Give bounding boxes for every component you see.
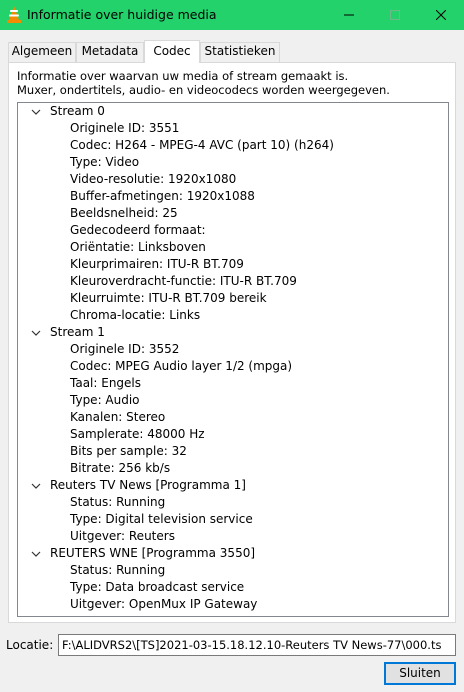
tree-item[interactable]: Chroma-locatie: Links: [70, 308, 201, 322]
minimize-button[interactable]: [326, 0, 372, 30]
tree-item[interactable]: Type: Audio: [70, 393, 140, 407]
description-line-1: Informatie over waarvan uw media of stream gemaakt is.: [17, 69, 349, 83]
tree-group-program-1[interactable]: Reuters TV News [Programma 1]: [50, 478, 246, 492]
close-icon: [436, 10, 446, 20]
panel-description: [17, 69, 390, 97]
tree-item[interactable]: Uitgever: OpenMux IP Gateway: [70, 597, 258, 611]
tree-item[interactable]: Originele ID: 3552: [70, 342, 180, 356]
vlc-cone-icon: [7, 6, 21, 23]
tree-item[interactable]: Type: Digital television service: [70, 512, 253, 526]
chevron-down-icon[interactable]: [31, 549, 41, 559]
tree-item[interactable]: Type: Data broadcast service: [70, 580, 245, 594]
tree-item[interactable]: Video-resolutie: 1920x1080: [70, 172, 237, 186]
minimize-icon: [344, 10, 354, 20]
close-window-button[interactable]: [418, 0, 464, 30]
maximize-button[interactable]: [372, 0, 418, 30]
tree-item[interactable]: Codec: H264 - MPEG-4 AVC (part 10) (h264): [70, 138, 334, 152]
tree-item[interactable]: Gedecodeerd formaat:: [70, 223, 206, 237]
description-line-2: Muxer, ondertitels, audio- en videocodecs worden weergegeven.: [17, 83, 390, 97]
codec-panel: [8, 62, 456, 623]
tree-group-stream-1[interactable]: Stream 1: [50, 325, 105, 339]
chevron-down-icon[interactable]: [31, 328, 41, 338]
tree-item[interactable]: Oriëntatie: Linksboven: [70, 240, 206, 254]
tree-group-stream-0[interactable]: Stream 0: [50, 104, 105, 118]
tree-item[interactable]: Samplerate: 48000 Hz: [70, 427, 205, 441]
tree-item[interactable]: Kleuroverdracht-functie: ITU-R BT.709: [70, 274, 297, 288]
tree-item[interactable]: Status: Running: [70, 495, 166, 509]
window-title: Informatie over huidige media: [27, 7, 217, 22]
title-bar[interactable]: [0, 0, 464, 30]
tree-item[interactable]: Kleurprimairen: ITU-R BT.709: [70, 257, 244, 271]
tree-group-program-3550[interactable]: REUTERS WNE [Programma 3550]: [50, 546, 256, 560]
tree-item[interactable]: Type: Video: [70, 155, 140, 169]
tab-statistieken[interactable]: Statistieken: [200, 42, 280, 62]
tree-item[interactable]: Bitrate: 256 kb/s: [70, 461, 171, 475]
tree-item[interactable]: Kleurruimte: ITU-R BT.709 bereik: [70, 291, 267, 305]
tree-item[interactable]: Kanalen: Stereo: [70, 410, 166, 424]
chevron-down-icon[interactable]: [31, 481, 41, 491]
close-button[interactable]: Sluiten: [384, 662, 456, 685]
tree-item[interactable]: Beeldsnelheid: 25: [70, 206, 178, 220]
tree-item[interactable]: Codec: MPEG Audio layer 1/2 (mpga): [70, 359, 293, 373]
location-label: Locatie:: [6, 638, 54, 652]
tree-item[interactable]: Uitgever: Reuters: [70, 529, 175, 543]
tree-item[interactable]: Originele ID: 3551: [70, 121, 180, 135]
maximize-icon: [390, 10, 400, 20]
tree-item[interactable]: Buffer-afmetingen: 1920x1088: [70, 189, 255, 203]
tree-item[interactable]: Bits per sample: 32: [70, 444, 187, 458]
location-field[interactable]: F:\ALIDVRS2\[TS]2021-03-15.18.12.10-Reuters TV News-77\000.ts: [58, 634, 456, 656]
tab-codec[interactable]: Codec: [144, 40, 200, 63]
tree-item[interactable]: Taal: Engels: [70, 376, 142, 390]
tab-algemeen[interactable]: Algemeen: [8, 42, 76, 62]
tab-metadata[interactable]: Metadata: [76, 42, 144, 62]
chevron-down-icon[interactable]: [31, 107, 41, 117]
codec-tree[interactable]: [17, 102, 449, 617]
tree-item[interactable]: Status: Running: [70, 563, 166, 577]
